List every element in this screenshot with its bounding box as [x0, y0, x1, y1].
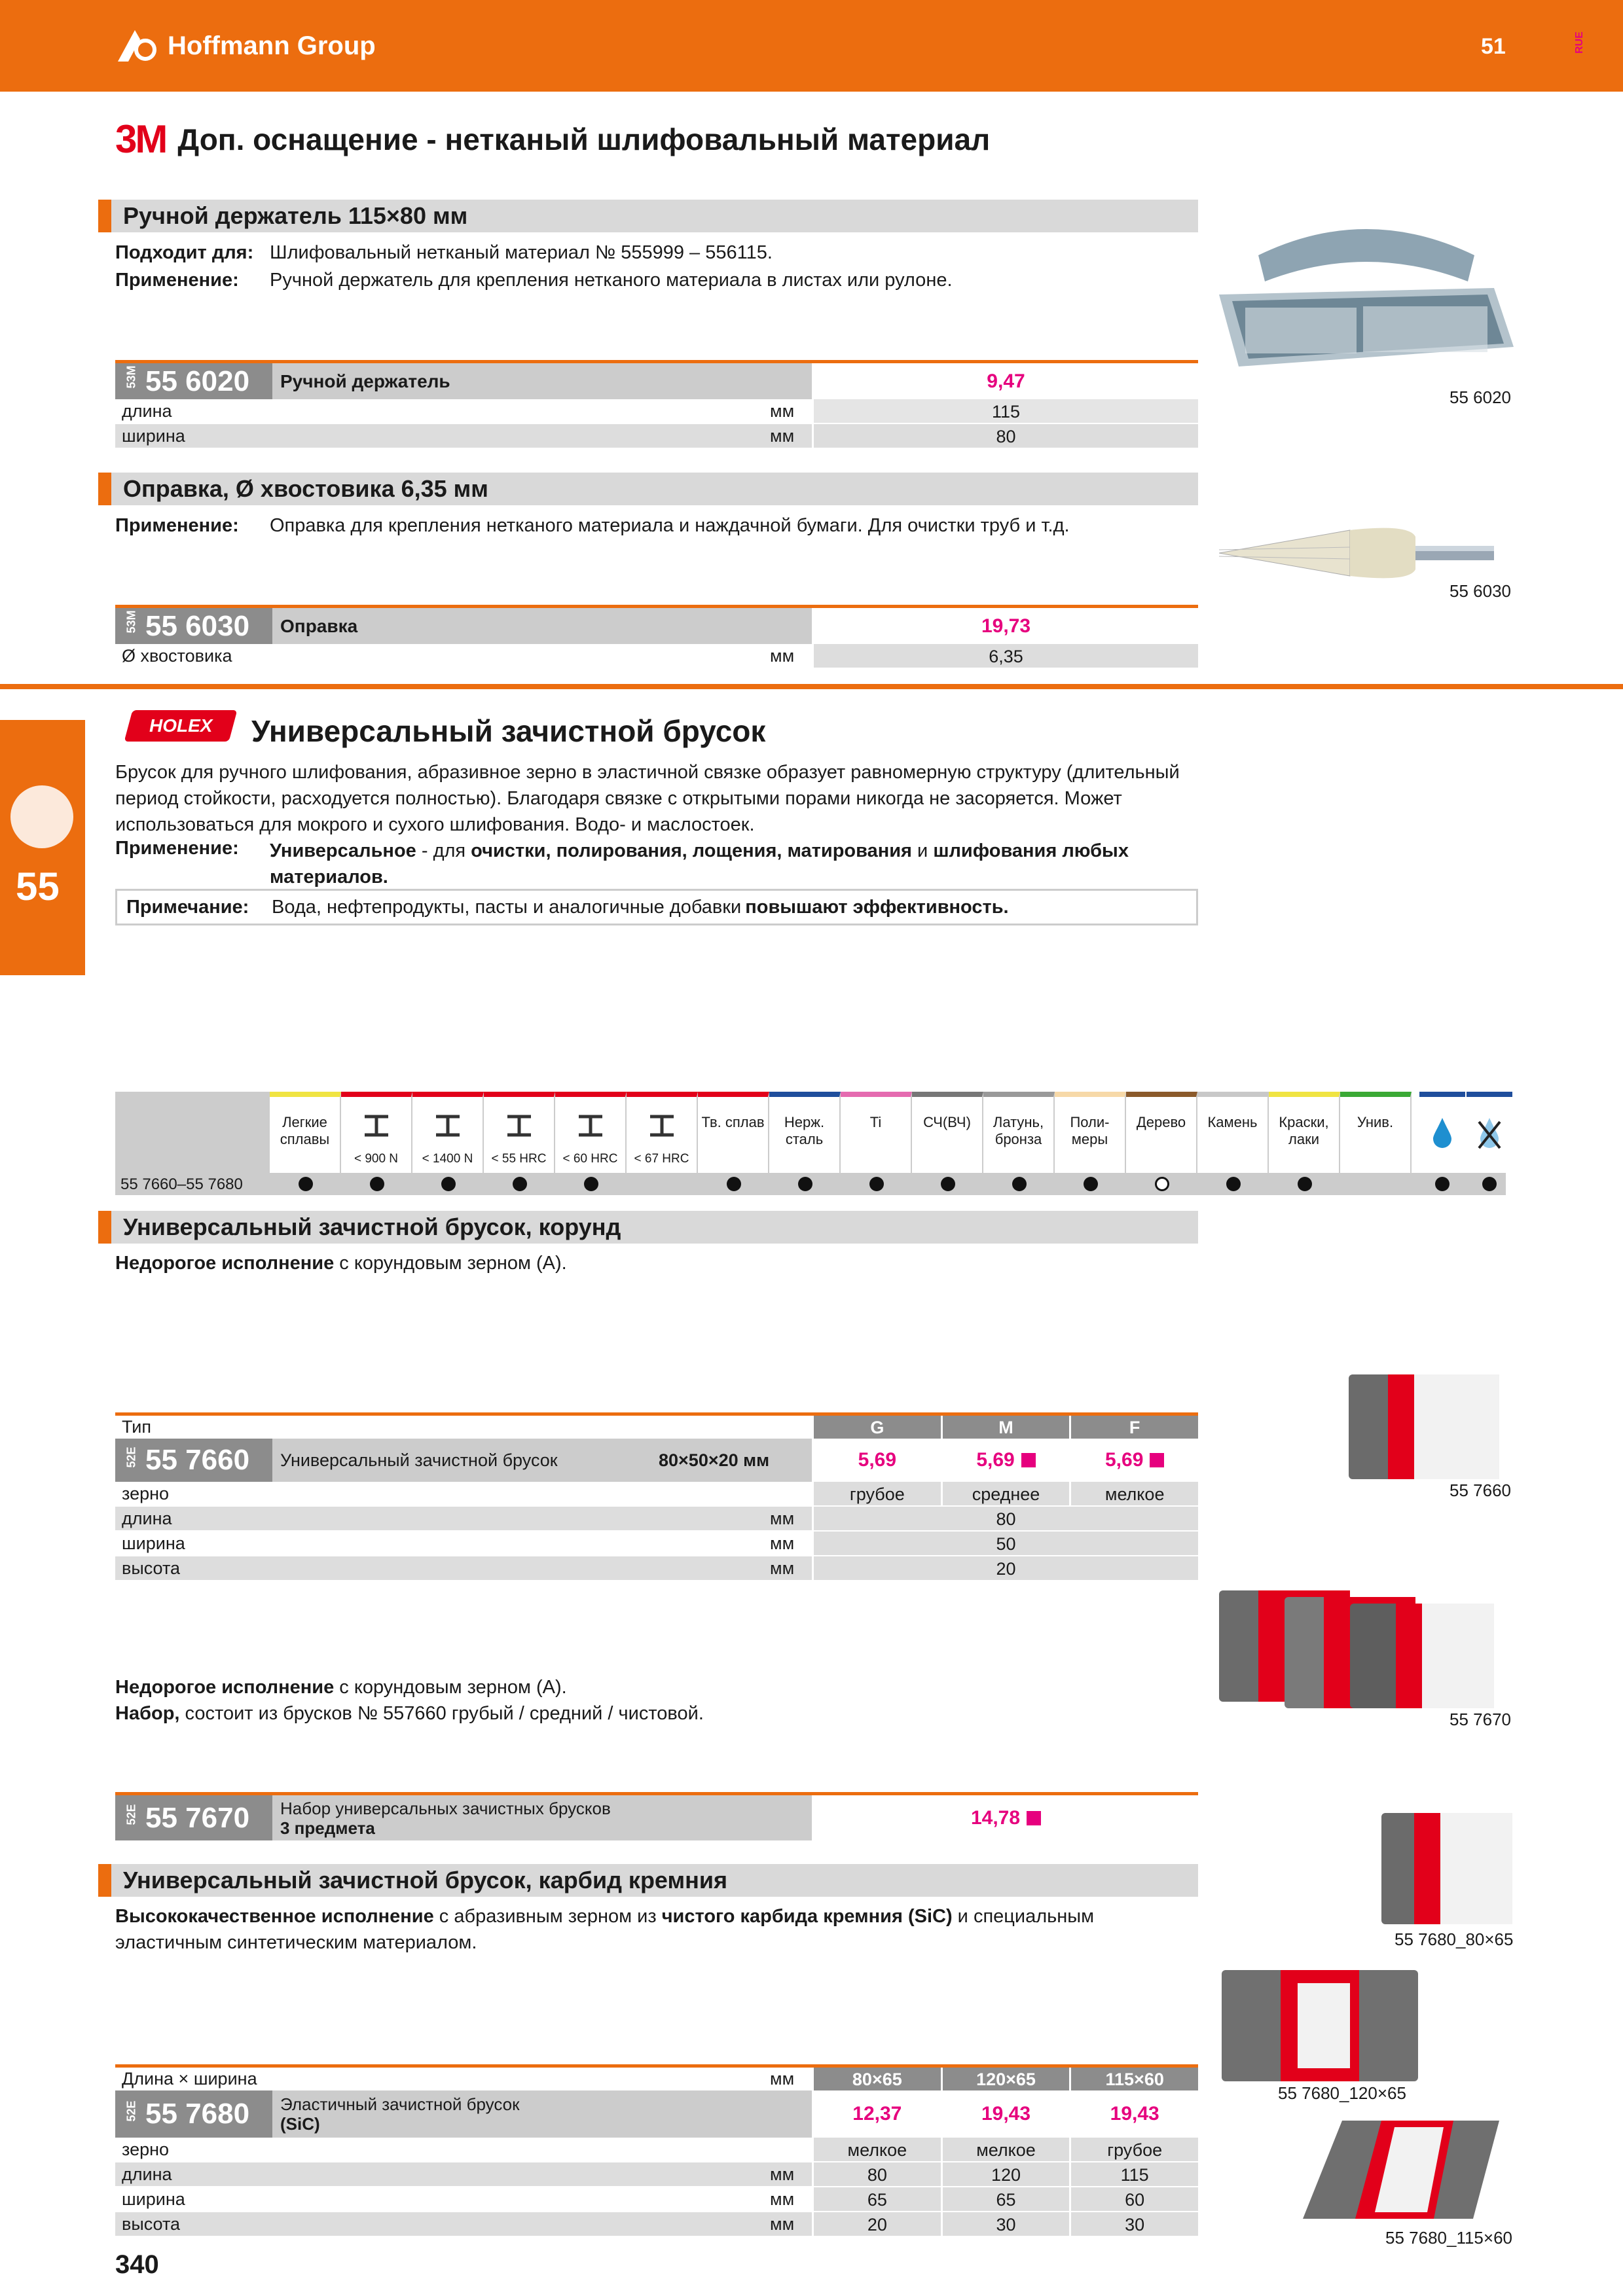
article-prefix: 52E — [124, 1804, 138, 1825]
material-suitability-table — [115, 1092, 1506, 1198]
mandrel-image — [1219, 524, 1514, 583]
spec-unit: мм — [770, 1533, 795, 1553]
article-name-line1: Набор универсальных зачистных брусков — [280, 1798, 611, 1818]
spec-label: длина — [122, 1508, 172, 1528]
grain-value: среднее — [941, 1482, 1070, 1505]
size-row — [115, 2064, 1198, 2090]
spec-row-width — [115, 424, 1198, 449]
spec-row-shank — [115, 644, 1198, 669]
type-label: Тип — [122, 1417, 152, 1437]
spec-value: 120 — [941, 2162, 1070, 2186]
image-caption: 55 7660 — [1450, 1480, 1511, 1500]
article-prefix: 52E — [124, 2100, 138, 2121]
price: 19,43 — [981, 2103, 1031, 2125]
sic-desc — [115, 1903, 1163, 1956]
material-column — [841, 1092, 912, 1173]
material-label: СЧ(ВЧ) — [923, 1114, 971, 1130]
article-prefix: 52E — [124, 1446, 138, 1467]
type-f: F — [1069, 1416, 1198, 1439]
block-set-image-557670 — [1219, 1577, 1514, 1708]
spec-row — [115, 2162, 1198, 2187]
grain-value: грубое — [812, 1482, 941, 1505]
use-text: Оправка для крепления нетканого материала и наждачной бумаги. Для очистки труб и т.д. — [270, 515, 1070, 536]
material-label: Дерево — [1136, 1114, 1186, 1130]
desc-bold: Высококачественное исполнение — [115, 1906, 434, 1927]
suitability-dot — [1012, 1177, 1027, 1191]
suitability-dot — [941, 1177, 955, 1191]
note-bold: повышают эффективность. — [745, 896, 1009, 918]
suitability-dot — [1226, 1177, 1241, 1191]
material-sub-label: < 1400 N — [422, 1152, 473, 1166]
article-name: Ручной держатель — [280, 370, 450, 391]
grain-value: мелкое — [1069, 1482, 1198, 1505]
material-label: Унив. — [1357, 1114, 1394, 1130]
desc-text: состоит из брусков № 557660 грубый / средний / чистовой. — [179, 1703, 704, 1724]
material-label: Тв. сплав — [701, 1114, 765, 1130]
holex-logo-text: HOLEX — [149, 715, 213, 736]
article-row — [115, 1792, 1198, 1840]
article-name: Оправка — [280, 615, 358, 636]
price-g: 5,69 — [858, 1449, 897, 1471]
set-description — [115, 1674, 704, 1727]
article-name-line2: (SiC) — [280, 2114, 320, 2134]
article-prefix: 53M — [124, 365, 138, 389]
suitability-dot — [727, 1177, 741, 1191]
spec-unit: мм — [770, 645, 795, 666]
use-part: Универсальное — [270, 840, 416, 861]
holex-title: Универсальный зачистной брусок — [251, 714, 766, 748]
spec-row — [115, 1556, 1198, 1581]
material-column — [270, 1092, 341, 1173]
price: 19,73 — [812, 608, 1198, 644]
material-label: Краски, лаки — [1279, 1114, 1329, 1147]
note-box — [115, 889, 1198, 925]
suitability-dot — [798, 1177, 812, 1191]
use-part: и — [911, 840, 934, 861]
holex-use-text — [270, 838, 1199, 890]
note-text: Вода, нефтепродукты, пасты и аналогичные добавки — [272, 896, 742, 918]
grain-label: зерно — [122, 1483, 170, 1503]
block-image-557680-120x65 — [1222, 1970, 1425, 2085]
suitability-dot — [1155, 1177, 1169, 1191]
material-label: Поли- меры — [1070, 1114, 1110, 1147]
spec-label: длина — [115, 401, 770, 422]
suitability-dot — [584, 1177, 598, 1191]
material-sub-label: < 67 HRC — [634, 1152, 689, 1166]
material-column — [1269, 1092, 1340, 1173]
material-column — [1197, 1092, 1269, 1173]
spec-value: 6,35 — [812, 644, 1198, 668]
spec-unit: мм — [770, 401, 812, 422]
grain-row — [115, 2138, 1198, 2162]
article-table-557670 — [115, 1792, 1198, 1840]
size-value: 120×65 — [941, 2068, 1070, 2090]
steel-beam-icon — [341, 1114, 411, 1141]
grinding-disc-icon — [10, 785, 73, 848]
material-label: Ti — [869, 1114, 882, 1130]
brand-name: Hoffmann Group — [168, 31, 376, 60]
block-image-557660 — [1349, 1361, 1512, 1479]
corundum-desc — [115, 1253, 567, 1274]
material-column — [484, 1092, 555, 1173]
desc-text: с корундовым зерном (A). — [334, 1677, 567, 1698]
desc-text: с корундовым зерном (A). — [334, 1253, 567, 1274]
hoffmann-logo[interactable] — [115, 24, 376, 68]
suitability-dot — [1482, 1177, 1497, 1191]
material-header-blank — [115, 1092, 270, 1173]
spec-value: 65 — [941, 2187, 1070, 2211]
fits-label: Подходит для: — [115, 242, 254, 263]
suitability-dot — [299, 1177, 313, 1191]
spec-unit: мм — [770, 1508, 795, 1528]
spec-unit: мм — [770, 2189, 795, 2209]
desc-bold: Недорогое исполнение — [115, 1253, 335, 1274]
grain-value: мелкое — [812, 2138, 941, 2161]
article-number-text: 55 7670 — [145, 1801, 250, 1834]
article-name-line1: Эластичный зачистной брусок — [280, 2094, 520, 2114]
use-label: Применение: — [115, 270, 239, 291]
image-caption: 55 7680_120×65 — [1278, 2083, 1406, 2103]
type-row — [115, 1412, 1198, 1439]
material-label: Камень — [1207, 1114, 1258, 1130]
material-column — [983, 1092, 1055, 1173]
price: 14,78 — [970, 1806, 1021, 1829]
spec-value: 115 — [1069, 2162, 1198, 2186]
article-number-text: 55 6020 — [145, 365, 250, 397]
spec-label: ширина — [122, 425, 185, 446]
price: 12,37 — [852, 2103, 902, 2125]
size-unit: мм — [770, 2069, 795, 2089]
article-row — [115, 360, 1198, 399]
desc-bold: Недорогое исполнение — [115, 1677, 335, 1698]
spec-value: 65 — [812, 2187, 941, 2211]
suitability-dot — [1435, 1177, 1450, 1191]
material-label: Легкие сплавы — [280, 1114, 330, 1147]
article-number-text: 55 7680 — [145, 2098, 250, 2130]
section-title-sic: Универсальный зачистной брусок, карбид кремния — [98, 1864, 1198, 1897]
spec-value: 30 — [1069, 2212, 1198, 2236]
material-column — [555, 1092, 627, 1173]
main-title — [115, 117, 990, 162]
material-label: Латунь, бронза — [993, 1114, 1044, 1147]
material-sub-label: < 60 HRC — [562, 1152, 618, 1166]
use-part: - для — [416, 840, 471, 861]
block-image-557680-115x60 — [1303, 2121, 1512, 2225]
price: 9,47 — [812, 363, 1198, 399]
fits-text: Шлифовальный нетканый материал № 555999 – 556115. — [270, 242, 773, 263]
spec-value: 20 — [812, 1556, 1198, 1580]
spec-value: 20 — [812, 2212, 941, 2236]
spec-label: Ø хвостовика — [122, 645, 232, 666]
article-name — [272, 2094, 812, 2134]
grain-row — [115, 1482, 1198, 1507]
chapter-number: 55 — [16, 865, 60, 908]
article-number[interactable] — [115, 363, 272, 399]
steel-beam-icon — [412, 1114, 483, 1141]
price-f: 5,69 — [1104, 1449, 1144, 1471]
material-sub-label: < 55 HRC — [491, 1152, 547, 1166]
spec-label: ширина — [122, 2189, 185, 2209]
dry-icon — [1467, 1092, 1512, 1173]
type-m: M — [941, 1416, 1070, 1439]
article-number[interactable] — [115, 1795, 272, 1840]
spec-value: 30 — [941, 2212, 1070, 2236]
use-label: Применение: — [115, 838, 239, 859]
steel-beam-icon — [555, 1114, 625, 1141]
desc-bold: Набор, — [115, 1703, 180, 1724]
spec-row — [115, 2212, 1198, 2237]
spec-row — [115, 1507, 1198, 1532]
size-label: Длина × ширина — [122, 2069, 257, 2089]
use-part: шлифования любых материалов. — [270, 840, 1129, 888]
note-label: Примечание: — [126, 896, 249, 918]
material-column — [341, 1092, 412, 1173]
hand-holder-image — [1219, 216, 1514, 380]
3m-logo: 3M — [115, 117, 166, 161]
grain-value: мелкое — [941, 2138, 1070, 2161]
size-value: 115×60 — [1069, 2068, 1198, 2090]
image-caption: 55 7680_80×65 — [1395, 1929, 1514, 1949]
main-title-text: Доп. оснащение - нетканый шлифовальный материал — [177, 122, 991, 156]
image-caption: 55 6020 — [1450, 387, 1511, 407]
material-column — [1126, 1092, 1197, 1173]
new-marker-icon — [1150, 1453, 1164, 1467]
spec-label: высота — [122, 1558, 181, 1578]
suitability-dot — [869, 1177, 884, 1191]
article-number[interactable] — [115, 1439, 272, 1482]
article-table-557680 — [115, 2064, 1198, 2237]
spec-unit: мм — [770, 425, 795, 446]
article-table-557660 — [115, 1412, 1198, 1581]
price: 19,43 — [1110, 2103, 1159, 2125]
spec-value: 80 — [812, 2162, 941, 2186]
article-name-line2: 3 предмета — [280, 1818, 375, 1838]
size-value: 80×65 — [812, 2068, 941, 2090]
desc-text: и специальным эластичным синтетическим материалом. — [115, 1906, 1095, 1953]
material-column — [627, 1092, 698, 1173]
article-row — [115, 1439, 1198, 1482]
article-number-text: 55 6030 — [145, 609, 250, 642]
material-column — [769, 1092, 841, 1173]
spec-unit: мм — [770, 1558, 795, 1578]
grain-label: зерно — [122, 2139, 170, 2159]
steel-beam-icon — [627, 1114, 697, 1141]
spec-value: 60 — [1069, 2187, 1198, 2211]
article-row — [115, 2090, 1198, 2138]
footer-page-number: 340 — [115, 2250, 159, 2279]
article-size: 80×50×20 мм — [659, 1450, 770, 1470]
spec-value: 50 — [812, 1532, 1198, 1555]
holex-logo — [124, 710, 238, 742]
material-column — [412, 1092, 484, 1173]
section-title-holder: Ручной держатель 115×80 мм — [98, 200, 1198, 232]
section-title-mandrel: Оправка, Ø хвостовика 6,35 мм — [98, 473, 1198, 505]
material-range: 55 7660–55 7680 — [120, 1175, 243, 1193]
grain-value: грубое — [1069, 2138, 1198, 2161]
material-label: Нерж. сталь — [784, 1114, 825, 1147]
suitability-dot — [513, 1177, 527, 1191]
steel-beam-icon — [484, 1114, 554, 1141]
new-marker-icon — [1021, 1453, 1036, 1467]
block-image-557680-80x65 — [1381, 1806, 1512, 1924]
holex-description: Брусок для ручного шлифования, абразивное зерно в эластичной связке образует равномерную структуру (длительный период стойкости, расходуется полностью). Благодаря связке с открытыми порами никогда не засоряется. Может использоваться для мокрого и сухого шлифования. Водо- и маслостоек. — [115, 762, 1180, 835]
article-row — [115, 605, 1198, 644]
section-divider — [0, 684, 1623, 689]
suitability-dot — [441, 1177, 456, 1191]
side-code: RUE — [1574, 31, 1585, 54]
price-m: 5,69 — [976, 1449, 1015, 1471]
material-column — [698, 1092, 769, 1173]
spec-row — [115, 2187, 1198, 2212]
material-sub-label: < 900 N — [354, 1152, 399, 1166]
article-table-556030 — [115, 605, 1198, 669]
page-number: 51 — [1481, 34, 1506, 59]
image-caption: 55 7670 — [1450, 1710, 1511, 1729]
article-name: Универсальный зачистной брусок — [280, 1450, 558, 1470]
material-column — [1055, 1092, 1126, 1173]
new-marker-icon — [1027, 1811, 1041, 1825]
article-number[interactable] — [115, 608, 272, 644]
suitability-dot — [1298, 1177, 1312, 1191]
spec-value: 80 — [812, 424, 1198, 448]
spec-row-length — [115, 399, 1198, 424]
material-column — [1340, 1092, 1412, 1173]
spec-value: 80 — [812, 1507, 1198, 1530]
spec-label: высота — [122, 2214, 181, 2234]
desc-text: с абразивным зерном из — [433, 1906, 662, 1927]
water-drop-icon — [1419, 1092, 1465, 1173]
spec-unit: мм — [770, 2214, 795, 2234]
spec-value: 115 — [812, 399, 1198, 423]
desc-bold: чистого карбида кремния (SiC) — [661, 1906, 953, 1927]
article-prefix: 53M — [124, 610, 138, 634]
section-title-corundum: Универсальный зачистной брусок, корунд — [98, 1211, 1198, 1244]
chapter-tab[interactable] — [0, 720, 85, 975]
image-caption: 55 7680_115×60 — [1385, 2228, 1512, 2248]
suitability-dot — [370, 1177, 384, 1191]
spec-label: длина — [122, 2164, 172, 2184]
hoffmann-logo-icon — [115, 27, 161, 64]
spec-label: ширина — [122, 1533, 185, 1553]
use-text: Ручной держатель для крепления нетканого материала в листах или рулоне. — [270, 270, 953, 291]
article-name — [272, 1799, 812, 1838]
type-g: G — [812, 1416, 941, 1439]
use-label: Применение: — [115, 515, 239, 536]
material-column — [912, 1092, 983, 1173]
article-number[interactable] — [115, 2090, 272, 2138]
image-caption: 55 6030 — [1450, 581, 1511, 601]
use-part: очистки, полирования, лощения, матирования — [471, 840, 912, 861]
article-number-text: 55 7660 — [145, 1444, 250, 1476]
article-table-556020 — [115, 360, 1198, 449]
spec-unit: мм — [770, 2164, 795, 2184]
spec-row — [115, 1532, 1198, 1556]
suitability-dot — [1084, 1177, 1098, 1191]
